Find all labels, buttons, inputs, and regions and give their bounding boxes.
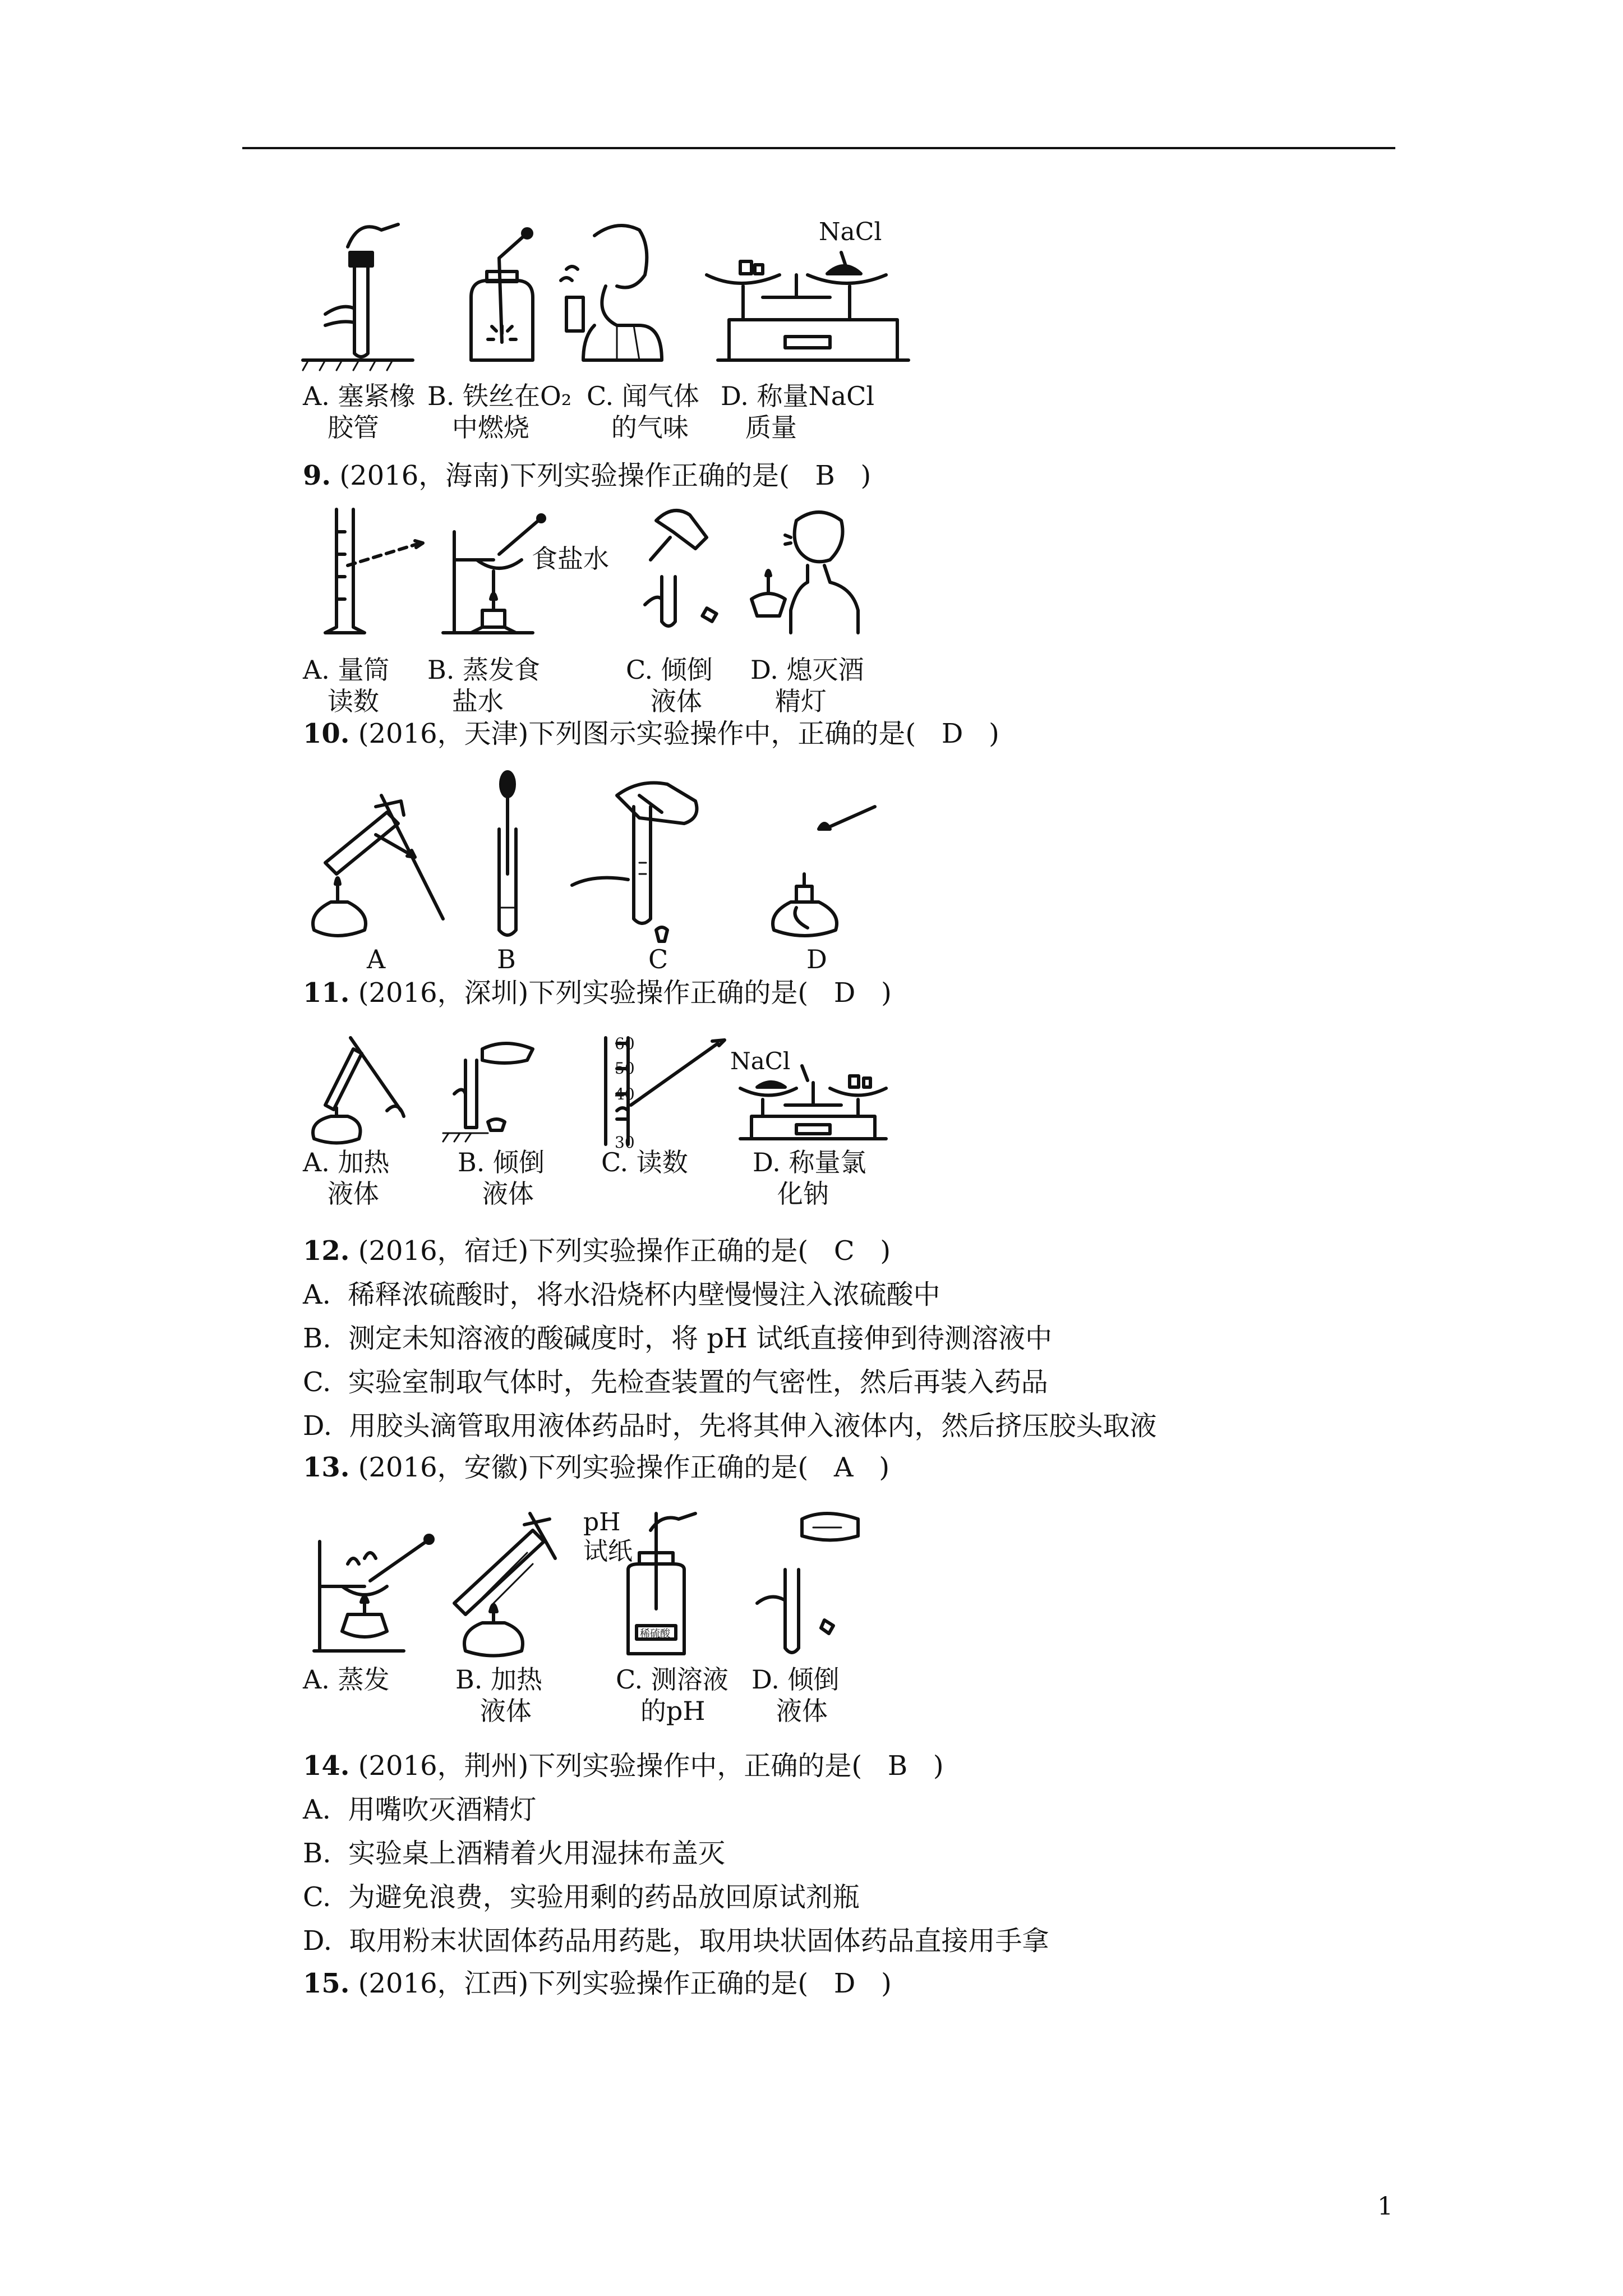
figure-q11 [303, 1027, 909, 1228]
figure-c-smell-gas [561, 226, 662, 360]
q11-caption-a: A. 加热 液体 [303, 1147, 390, 1209]
q10-caption-a: A [367, 944, 386, 974]
question-9: 9. (2016，海南)下列实验操作正确的是( B ) [303, 460, 872, 491]
q9-c-pour [645, 510, 717, 626]
caption-a: A. 塞紧橡 胶管 [303, 381, 416, 443]
q10-caption-c: C [648, 944, 668, 974]
figure-a-stopper [303, 224, 413, 370]
q10-b-dropper [499, 772, 516, 935]
figure-q10-drawings [303, 762, 909, 975]
q12-option-c: C. 实验室制取气体时，先检查装置的气密性，然后再装入药品 [303, 1366, 1048, 1398]
page-number: 1 [1377, 2192, 1393, 2221]
caption-b: B. 铁丝在O₂ 中燃烧 [427, 381, 572, 443]
q13-b-heat [454, 1513, 555, 1656]
bottle-label: 稀硫酸 [640, 1628, 670, 1640]
q11-c-read-scale [606, 1034, 725, 1152]
caption-d: D. 称量NaCl 质量 [721, 381, 875, 443]
ph-paper-label: 试纸 [583, 1537, 633, 1566]
q14-option-d: D. 取用粉末状固体药品用药匙，取用块状固体药品直接用手拿 [303, 1925, 1049, 1957]
q11-caption-d: D. 称量氯 化钠 [753, 1147, 866, 1209]
tick-50: 50 [615, 1059, 635, 1078]
q9-caption-c: C. 倾倒 液体 [626, 655, 713, 716]
q13-a-evaporate [314, 1535, 433, 1651]
figure-row-top [303, 213, 909, 449]
tick-60: 60 [615, 1034, 635, 1053]
figure-q9 [303, 498, 909, 723]
figure-d-balance [707, 218, 909, 360]
q10-a-heat [313, 795, 443, 936]
q11-caption-c: C. 读数 [601, 1147, 688, 1177]
nacl-label-q11: NaCl [730, 1047, 791, 1075]
q11-a-heat-liquid [313, 1038, 404, 1143]
question-15: 15. (2016，江西)下列实验操作正确的是( D ) [303, 1968, 892, 1999]
q9-caption-a: A. 量筒 读数 [303, 655, 390, 716]
nacl-label: NaCl [819, 218, 882, 246]
q13-caption-a: A. 蒸发 [303, 1664, 390, 1695]
figure-q13 [303, 1497, 909, 1732]
q9-d-blow-lamp [751, 512, 858, 633]
figure-b-iron-wire [471, 229, 533, 360]
q13-d-pour [757, 1513, 858, 1653]
ph-label: pH [583, 1508, 621, 1536]
q11-b-pour [443, 1043, 533, 1142]
q10-caption-d: D [806, 944, 827, 974]
salt-water-label: 食盐水 [532, 544, 609, 574]
q12-option-b: B. 测定未知溶液的酸碱度时，将 pH 试纸直接伸到待测溶液中 [303, 1323, 1053, 1354]
header-rule [242, 147, 1395, 149]
tick-30: 30 [615, 1133, 635, 1152]
q13-caption-d: D. 倾倒 液体 [751, 1664, 840, 1726]
caption-c: C. 闻气体 的气味 [587, 381, 699, 443]
q9-caption-d: D. 熄灭酒 精灯 [750, 655, 864, 716]
q9-a-cylinder [325, 509, 423, 633]
question-13: 13. (2016，安徽)下列实验操作正确的是( A ) [303, 1452, 890, 1483]
q9-caption-b: B. 蒸发食 盐水 [427, 655, 541, 716]
q14-option-c: C. 为避免浪费，实验用剩的药品放回原试剂瓶 [303, 1881, 860, 1913]
q14-option-b: B. 实验桌上酒精着火用湿抹布盖灭 [303, 1838, 726, 1869]
q10-c-pour [572, 783, 697, 942]
q10-d-light-lamp [773, 807, 875, 936]
question-11: 11. (2016，深圳)下列实验操作正确的是( D ) [303, 977, 892, 1009]
q10-caption-b: B [497, 944, 516, 974]
q13-c-ph [583, 1508, 695, 1654]
q14-option-a: A. 用嘴吹灭酒精灯 [303, 1794, 537, 1825]
q13-caption-c: C. 测溶液 的pH [616, 1664, 728, 1726]
q11-caption-b: B. 倾倒 液体 [458, 1147, 545, 1209]
tick-40: 40 [615, 1085, 635, 1103]
question-12: 12. (2016，宿迁)下列实验操作正确的是( C ) [303, 1235, 891, 1267]
q12-option-d: D. 用胶头滴管取用液体药品时，先将其伸入液体内，然后挤压胶头取液 [303, 1410, 1157, 1442]
q13-caption-b: B. 加热 液体 [455, 1664, 543, 1726]
question-10: 10. (2016，天津)下列图示实验操作中，正确的是( D ) [303, 718, 999, 749]
q9-b-evaporate [443, 515, 609, 633]
question-14: 14. (2016，荆州)下列实验操作中，正确的是( B ) [303, 1750, 944, 1782]
q12-option-a: A. 稀释浓硫酸时，将水沿烧杯内壁慢慢注入浓硫酸中 [303, 1279, 940, 1310]
q11-d-balance [730, 1047, 886, 1139]
figure-q10 [303, 762, 909, 975]
